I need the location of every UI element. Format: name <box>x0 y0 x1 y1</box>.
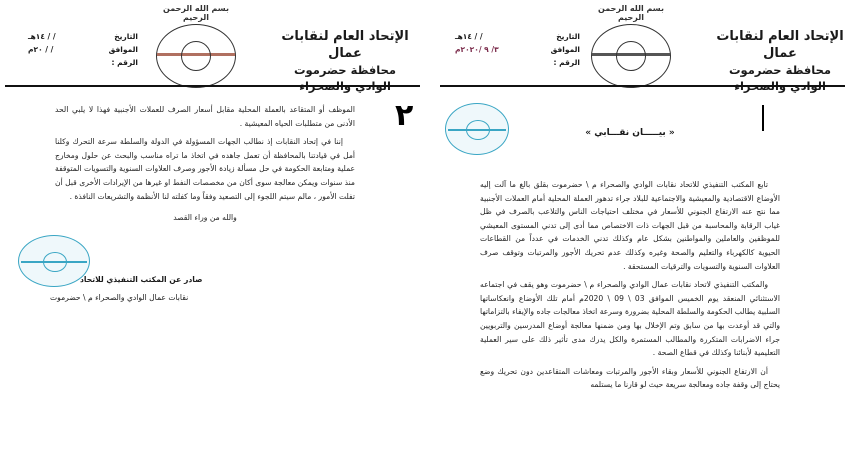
signature-issuer: صادر عن المكتب التنفيذي للاتحاد <box>80 275 203 284</box>
union-emblem-icon <box>155 4 237 84</box>
letterhead <box>435 0 850 90</box>
letter-body <box>55 103 355 233</box>
header-divider <box>440 85 845 87</box>
paragraph: إننا في إتحاد النقابات إذ نطالب الجهات المسؤولة في الدولة والسلطة سرعة التحرك وكلنا أمل في قيادتنا بالمحافظة أن تعمل جاهده في اتخاذ ما تراه مناسب والبحث عن حلول ومخارج عملية ومتابعة الحكومة في حل مسألة زيادة الأجور وصرف العلاوات السنوية والتسويات المتوقفة منذ سنوات ويمكن معالجة سوى أكان من مخصصات النفط او غيرها من الإيرادات الأخرى قبل أن تفلت الأمور ، مالم سيتم اللجوء إلى التصعيد وفقاً وما كفلته لنا الأنظمة والتشريعات النافذة . <box>55 137 355 201</box>
organization-name: الإتحاد العام لنقابات عمال محافظة حضرموت <box>716 29 844 77</box>
document-meta: التاريخ / / ١٤هـ الموافق ٣/ ٩ /٢٠٢٠م الرقم : <box>455 32 580 67</box>
basmala: بسم الله الرحمن الرحيم <box>598 4 664 22</box>
page-number-mark: ٢ <box>395 98 414 133</box>
closing-line: والله من وراء القصد <box>173 213 237 223</box>
paragraph: الموظف أو المتقاعد بالعملة المحلية مقابل أسعار الصرف للعملات الأجنبية فهذا لا يلبي الحد الأدنى من متطلبات الحياه المعيشية . <box>55 105 355 128</box>
signature-org: نقابات عمال الوادي والصحراء م \ حضرموت <box>50 293 189 302</box>
basmala: بسم الله الرحمن الرحيم <box>163 4 229 22</box>
paragraph: أن الارتفاع الجنوني للأسعار وبقاء الأجور والمرتبات ومعاشات المتقاعدين دون تحريك وضع يحتاج إلى وقفة جاده ومعالجة سريعة حيث لو قارنا ما يستلمه <box>480 366 780 390</box>
organization-name: الإتحاد العام لنقابات عمال محافظة حضرموت <box>281 29 409 77</box>
statement-title: « بيـــــان نقـــابي » <box>585 128 675 138</box>
letterhead <box>0 0 425 90</box>
official-stamp-icon <box>445 103 509 155</box>
document-page-1 <box>435 0 850 450</box>
union-emblem-icon <box>590 4 672 84</box>
paragraph: تابع المكتب التنفيذي للاتحاد نقابات الوادي والصحراء م \ حضرموت بقلق بالغ ما آلت إليه الأوضاع الاقتصادية والمعيشية والاجتماعية للبلاد جراء تدهور العملة المحلية أمام العملات الأجنبية مما نتج عنه الارتفاع الجنوني للأسعار في مختلف احتياجات الناس والتلاعب بالصرف في ظل غياب الرقابة والمحاسبة من قبل الجهات ذات الاختصاص مما أدى إلى تدني المستوى المعيشي للموظفين والعاملين والمواطنين بشكل عام وكذلك تدني الخدمات في عدداً من القطاعات الحيوية كالكهرباء والتعليم والصحة وغيره وكذلك عدم تحريك الأجور والمرتبات وتوقف صرف العلاوات السنوية والتسويات والترقيات المستحقة . <box>480 180 780 271</box>
header-divider <box>5 85 420 87</box>
statement-body <box>480 178 780 397</box>
paragraph: والمكتب التنفيذي لاتحاد نقابات عمال الوادي والصحراء م \ حضرموت وهو يقف في اجتماعه الاستثنائي المنعقد يوم الخميس الموافق 03 \ 09 \ 2020م أمام تلك الأوضاع وانعكاساتها السلبية يطالب الحكومة والسلطة المحلية بضرورة وسرعة اتخاذ معالجات جاده والإيفاء بالتزاماتها والتي قد أوعدت بها من سابق وتم الإخلال بها ومن ضمنها معالجة أوضاع المدرسين والتربويين جراء الاضرابات المتكررة والمطالب المستمرة والكل يدرك مدى تأثير ذلك على سير العملية التعليمية لأبنائنا وكذلك في قطاع الصحة . <box>480 280 780 358</box>
page-number-mark <box>762 105 764 131</box>
document-meta: التاريخ / / ١٤هـ الموافق / / ٢٠م الرقم : <box>28 32 138 67</box>
